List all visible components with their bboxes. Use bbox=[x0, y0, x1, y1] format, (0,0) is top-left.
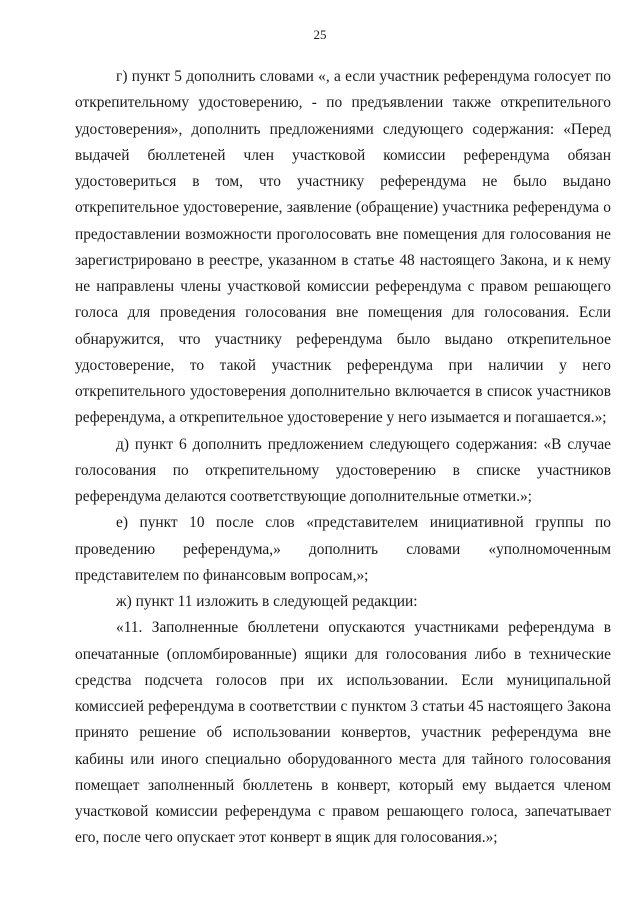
page-number: 25 bbox=[313, 27, 327, 42]
paragraph-d: д) пункт 6 дополнить предложением следующего содержания: «В случае голосования по открепительному удостоверению в списке участников референдума делаются соответствующие дополнительные отметки.»; bbox=[75, 435, 611, 505]
paragraph-g: г) пункт 5 дополнить словами «, а если участник референдума голосует по открепительному удостоверению, - по предъявлении также открепительного удостоверения», дополнить предложениями следующего содержания: «Перед выдачей бюллетеней член участковой комиссии референдума обязан удостовериться в том, что участнику референдума не было выдано открепительное удостоверение, заявление (обращение) участника референдума о предоставлении возможности проголосовать вне помещения для голосования не зарегистрировано в реестре, указанном в статье 48 настоящего Закона, и к нему не направлены члены участковой комиссии референдума с правом решающего голоса для проведения голосования вне помещения для голосования. Если обнаружится, что участнику референдума было выдано открепительное удостоверение, то такой участник референдума при наличии у него открепительного удостоверения дополнительно включается в список участников референдума, а открепительное удостоверение у него изымается и погашается.»; bbox=[75, 68, 611, 427]
paragraph-e: е) пункт 10 после слов «представителем инициативной группы по проведению референдума,» дополнить словами «уполномоченным представителем по финансовым вопросам,»; bbox=[75, 514, 611, 584]
paragraph-quote-11: «11. Заполненные бюллетени опускаются участниками референдума в опечатанные (опломбированные) ящики для голосования либо в технические средства подсчета голосов при их использовании. Если муниципальной комиссией референдума в соответствии с пунктом 3 статьи 45 настоящего Закона принято решение об использовании конвертов, участник референдума вне кабины или иного специально оборудованного места для тайного голосования помещает заполненный бюллетень в конверт, который ему выдается членом участковой комиссии референдума с правом решающего голоса, запечатывает его, после чего опускает этот конверт в ящик для голосования.»; bbox=[75, 619, 611, 847]
document-body bbox=[75, 64, 611, 852]
paragraph-zh: ж) пункт 11 изложить в следующей редакции: bbox=[116, 593, 418, 610]
